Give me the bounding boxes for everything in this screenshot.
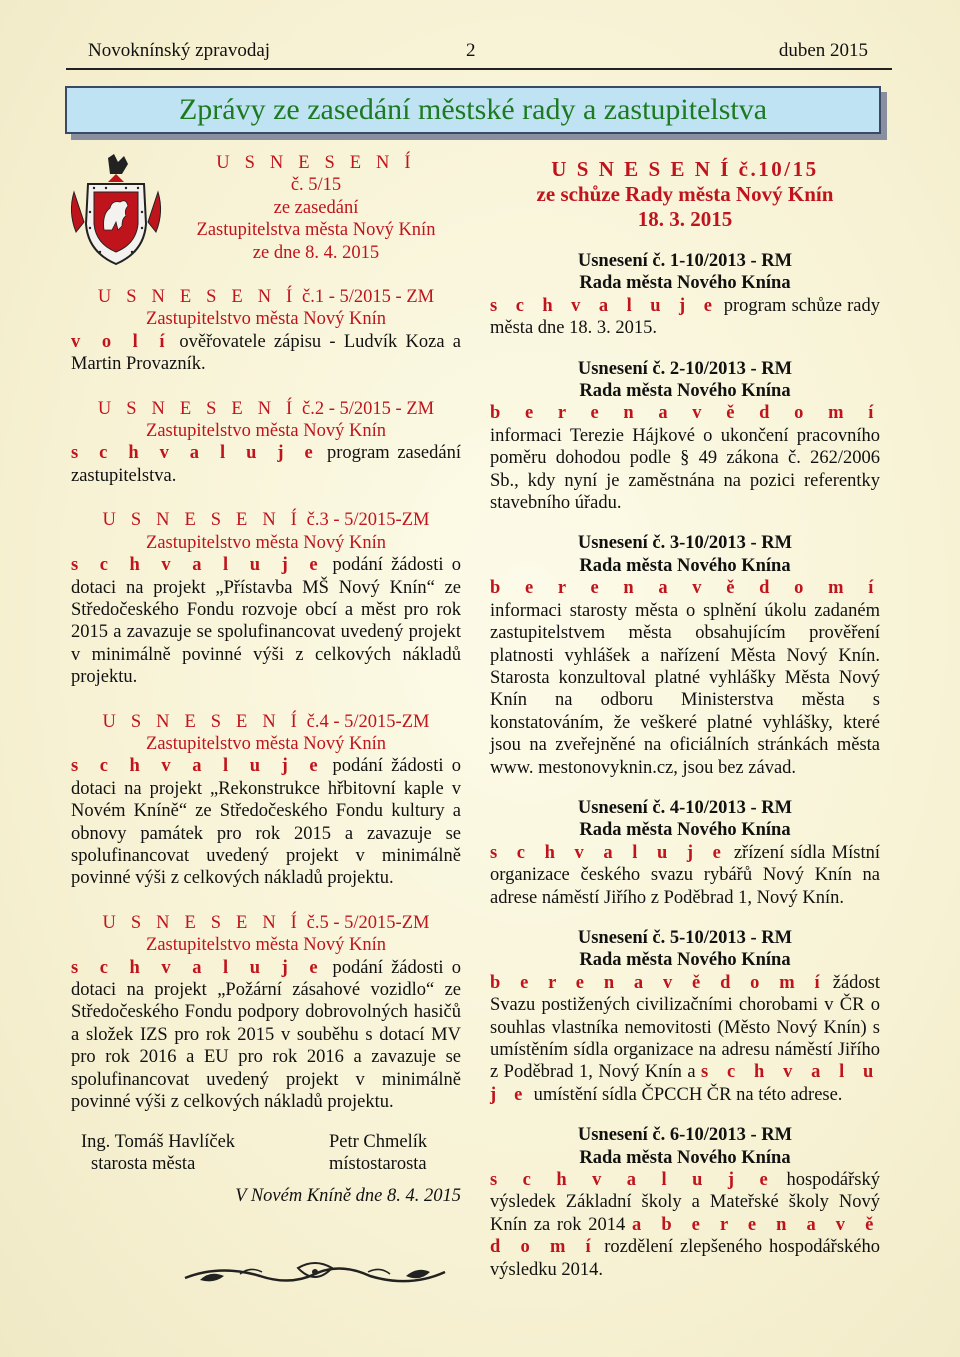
resolution-4 (71, 711, 461, 890)
resolution-1 (71, 286, 461, 376)
council-resolution-number: Usnesení č. 3-10/2013 - RM (577, 533, 793, 554)
council-resolution-body: Rada města Nového Knína (579, 555, 791, 576)
resolution-body-name: Zastupitelstvo města Nový Knín (146, 733, 386, 754)
resolution-text: s c h v a l u j e podání žádosti o dotaci na projekt „Požární zásahové vozidlo“ ze Středočeského Fondu podpory dobrovolných hasičů a složek IZS pro rok 2015 v souběhu s dotací MV pro rok 2016 a EU pro rok 2016 a zavazuje se spolufinancovat uvedený projekt v minimálně povinné výši z celkových nákladů projektu. (71, 957, 461, 1113)
resolution-heading: U S N E S E N Í č.3 - 5/2015-ZM (102, 510, 430, 531)
meeting-intro (171, 152, 461, 264)
council-resolution-body: Rada města Nového Knína (579, 1147, 791, 1168)
right-column (490, 157, 880, 1281)
resolution-heading: U S N E S E N Í č.4 - 5/2015-ZM (102, 711, 430, 732)
publication-name: Novoknínský zpravodaj (88, 40, 271, 61)
council-resolution-number: Usnesení č. 6-10/2013 - RM (577, 1125, 793, 1146)
intro-body: Zastupitelstva města Nový Knín (196, 220, 436, 241)
banner-title: Zprávy ze zasedání městské rady a zastupitelstva (65, 86, 881, 134)
mayor-name: Ing. Tomáš Havlíček (81, 1132, 236, 1153)
resolution-text: s c h v a l u j e program zasedání zastupitelstva. (71, 443, 461, 486)
council-resolution-body: Rada města Nového Knína (579, 950, 791, 971)
council-intro-date: 18. 3. 2015 (637, 207, 733, 231)
intro-date: ze dne 8. 4. 2015 (252, 242, 380, 263)
council-intro-body: ze schůze Rady města Nový Knín (536, 182, 834, 206)
council-resolution-6 (490, 1124, 880, 1281)
council-resolution-body: Rada města Nového Knína (579, 273, 791, 294)
page-header (88, 40, 868, 68)
deputy-name: Petr Chmelík (329, 1132, 428, 1153)
council-resolution-2 (490, 358, 880, 515)
council-resolution-5 (490, 927, 880, 1106)
resolution-body-name: Zastupitelstvo města Nový Knín (146, 935, 386, 956)
intro-number: č. 5/15 (290, 175, 342, 196)
council-resolution-4 (490, 797, 880, 909)
resolution-body-name: Zastupitelstvo města Nový Knín (146, 421, 386, 442)
left-column (71, 152, 461, 1208)
page-number: 2 (466, 40, 476, 61)
resolution-2 (71, 398, 461, 488)
resolution-text: s c h v a l u j e podání žádosti o dotaci na projekt „Přístavba MŠ Nový Knín“ ze Středočeského Fondu rozvoje obcí a měst pro rok 2015 a zavazuje se spolufinancovat uvedený projekt v minimálně povinné výši z celkových nákladů projektu. (71, 555, 461, 688)
deputy-title: místostarosta (329, 1154, 427, 1175)
resolution-text: v o l í ověřovatele zápisu - Ludvík Koza a Martin Provazník. (71, 331, 461, 375)
council-resolution-3 (490, 532, 880, 778)
council-resolution-text: b e r e n a v ě d o m í žádost Svazu postižených civilizačními chorobami v ČR o souhlas vlastníka nemovitosti (Město Nový Knín) s umístěním sídla organizace na adresu náměstí Jiřího z Poděbrad 1, Nový Knín a s c h v a l u j e umístění sídla ČPCCH ČR na této adrese. (490, 972, 881, 1105)
resolution-heading: U S N E S E N Í č.1 - 5/2015 - ZM (97, 287, 435, 308)
council-resolution-number: Usnesení č. 1-10/2013 - RM (577, 251, 793, 271)
council-resolution-body: Rada města Nového Knína (579, 381, 791, 402)
resolution-5 (71, 912, 461, 1114)
intro-heading: U S N E S E N Í (216, 153, 416, 173)
council-resolution-number: Usnesení č. 5-10/2013 - RM (577, 927, 793, 948)
decorative-flourish-icon (180, 1260, 450, 1290)
place-date: V Novém Kníně dne 8. 4. 2015 (235, 1186, 461, 1207)
council-resolution-text: s c h v a l u j e zřízení sídla Místní organizace českého svazu rybářů Nový Knín na adrese náměstí Jiřího z Poděbrad 1, Nový Knín. (490, 842, 880, 908)
header-rule (66, 68, 892, 70)
resolution-body-name: Zastupitelstvo města Nový Knín (146, 309, 386, 330)
council-resolution-1 (490, 250, 880, 340)
mayor-title: starosta města (91, 1154, 196, 1175)
council-resolution-text: b e r e n a v ě d o m í informaci Terezie Hájkové o ukončení pracovního poměru dohodou podle § 49 zákona č. 262/2006 Sb., kdy nyní je zaměstnána na pozici referentky stavebního úřadu. (490, 403, 880, 514)
resolution-heading: U S N E S E N Í č.5 - 5/2015-ZM (102, 912, 430, 933)
council-resolution-number: Usnesení č. 2-10/2013 - RM (577, 358, 793, 379)
council-intro-heading: U S N E S E N Í č.10/15 (551, 157, 819, 181)
resolution-heading: U S N E S E N Í č.2 - 5/2015 - ZM (97, 398, 435, 419)
council-resolution-number: Usnesení č. 4-10/2013 - RM (577, 797, 793, 818)
council-resolution-body: Rada města Nového Knína (579, 820, 791, 841)
issue-date: duben 2015 (778, 40, 868, 61)
council-resolution-text: b e r e n a v ě d o m í informaci starosty města o splnění úkolu zadaném zastupitelstvem města obsahujícím prověření platnosti vyhlášek a nařízení Města Nový Knín. Starosta konzultoval platné vyhlášky Města Nový Knín na odboru Ministerstva města s konstatováním, že veškeré platné vyhlášky, které jsou na zveřejněné na oficiálních stránkách města www. mestonovyknin.cz, jsou bez závad. (490, 578, 880, 778)
council-intro (490, 157, 880, 232)
section-banner (65, 86, 881, 134)
resolution-body-name: Zastupitelstvo města Nový Knín (146, 532, 386, 553)
intro-line: ze zasedání (273, 197, 359, 218)
signatures (71, 1131, 461, 1177)
resolution-text: s c h v a l u j e podání žádosti o dotaci na projekt „Rekonstrukce hřbitovní kaple v Novém Kníně“ ze Středočeského Fondu kultury a obnovy památek pro rok 2015 a zavazuje se spolufinancovat uvedený projekt v minimálně povinné výši z celkových nákladů projektu. (71, 756, 461, 889)
council-resolution-text: s c h v a l u j e program schůze rady města dne 18. 3. 2015. (490, 295, 880, 339)
council-resolution-text: s c h v a l u j e hospodářský výsledek Základní školy a Mateřské školy Nový Knín za rok 2014 a b e r e n a v ě d o m í rozdělení zlepšeného hospodářského výsledku 2014. (490, 1170, 880, 1280)
resolution-3 (71, 509, 461, 688)
